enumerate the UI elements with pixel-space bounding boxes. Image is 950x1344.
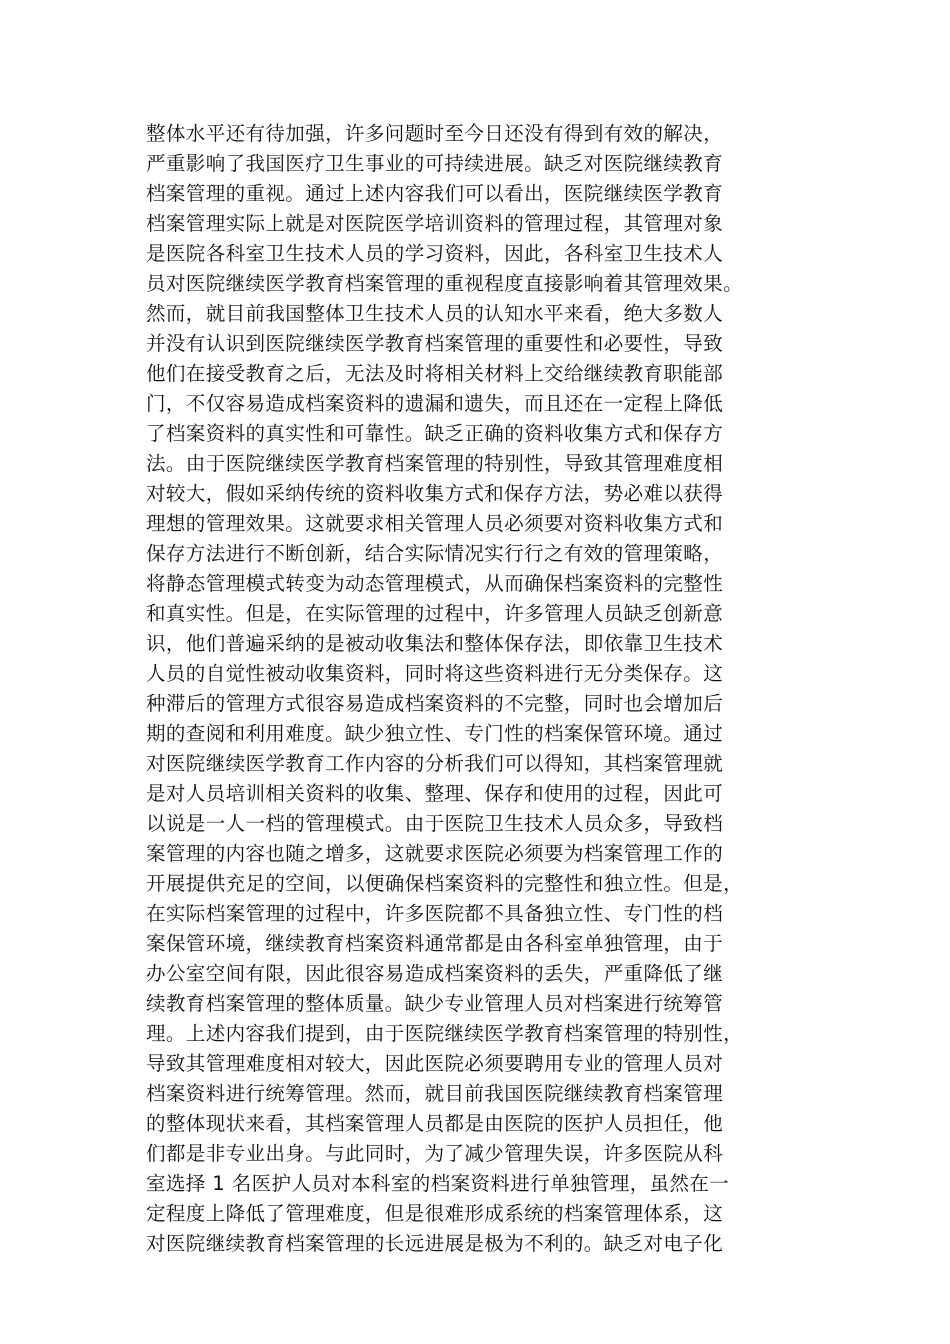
text-line: 种滞后的管理方式很容易造成档案资料的不完整，同时也会增加后 [146,692,724,715]
text-line: 案管理的内容也随之增多，这就要求医院必须要为档案管理工作的 [146,842,724,865]
text-line: 法。由于医院继续医学教育档案管理的特别性，导致其管理难度相 [146,452,724,475]
text-line: 室选择 1 名医护人员对本科室的档案资料进行单独管理，虽然在一 [146,1172,730,1195]
text-line: 是对人员培训相关资料的收集、整理、保存和使用的过程，因此可 [146,782,724,805]
text-line: 档案管理实际上就是对医院医学培训资料的管理过程，其管理对象 [146,212,724,235]
text-line: 门，不仅容易造成档案资料的遗漏和遗失，而且还在一定程上降低 [146,392,724,415]
text-line: 导致其管理难度相对较大，因此医院必须要聘用专业的管理人员对 [146,1052,724,1075]
text-line: 将静态管理模式转变为动态管理模式，从而确保档案资料的完整性 [146,572,724,595]
text-line: 保存方法进行不断创新，结合实际情况实行行之有效的管理策略， [146,542,724,565]
text-line: 对医院继续教育档案管理的长远进展是极为不利的。缺乏对电子化 [146,1232,724,1255]
text-line: 们都是非专业出身。与此同时，为了减少管理失误，许多医院从科 [146,1142,724,1165]
text-line: 办公室空间有限，因此很容易造成档案资料的丢失，严重降低了继 [146,962,724,985]
text-line: 对较大，假如采纳传统的资料收集方式和保存方法，势必难以获得 [146,482,724,505]
text-line: 在实际档案管理的过程中，许多医院都不具备独立性、专门性的档 [146,902,724,925]
text-line: 理。上述内容我们提到，由于医院继续医学教育档案管理的特别性， [146,1022,744,1045]
text-line: 识，他们普遍采纳的是被动收集法和整体保存法，即依靠卫生技术 [146,632,724,655]
text-line: 理想的管理效果。这就要求相关管理人员必须要对资料收集方式和 [146,512,724,535]
body-text [146,119,818,1259]
text-line: 员对医院继续医学教育档案管理的重视程度直接影响着其管理效果。 [146,272,744,295]
text-line: 然而，就目前我国整体卫生技术人员的认知水平来看，绝大多数人 [146,302,724,325]
text-line: 是医院各科室卫生技术人员的学习资料，因此，各科室卫生技术人 [146,242,724,265]
text-line: 严重影响了我国医疗卫生事业的可持续进展。缺乏对医院继续教育 [146,152,724,175]
text-line: 和真实性。但是，在实际管理的过程中，许多管理人员缺乏创新意 [146,602,724,625]
text-line: 开展提供充足的空间，以便确保档案资料的完整性和独立性。但是， [146,872,744,895]
text-line: 他们在接受教育之后，无法及时将相关材料上交给继续教育职能部 [146,362,724,385]
text-line: 的整体现状来看，其档案管理人员都是由医院的医护人员担任，他 [146,1112,724,1135]
text-line: 以说是一人一档的管理模式。由于医院卫生技术人员众多，导致档 [146,812,724,835]
text-line: 整体水平还有待加强，许多问题时至今日还没有得到有效的解决， [146,122,724,145]
text-line: 期的查阅和利用难度。缺少独立性、专门性的档案保管环境。通过 [146,722,724,745]
text-line: 人员的自觉性被动收集资料，同时将这些资料进行无分类保存。这 [146,662,724,685]
text-line: 定程度上降低了管理难度，但是很难形成系统的档案管理体系，这 [146,1202,724,1225]
text-line: 续教育档案管理的整体质量。缺少专业管理人员对档案进行统筹管 [146,992,724,1015]
text-line: 了档案资料的真实性和可靠性。缺乏正确的资料收集方式和保存方 [146,422,724,445]
text-line: 档案管理的重视。通过上述内容我们可以看出，医院继续医学教育 [146,182,724,205]
text-line: 并没有认识到医院继续医学教育档案管理的重要性和必要性，导致 [146,332,724,355]
text-line: 档案资料进行统筹管理。然而，就目前我国医院继续教育档案管理 [146,1082,724,1105]
text-line: 案保管环境，继续教育档案资料通常都是由各科室单独管理，由于 [146,932,724,955]
text-line: 对医院继续医学教育工作内容的分析我们可以得知，其档案管理就 [146,752,724,775]
